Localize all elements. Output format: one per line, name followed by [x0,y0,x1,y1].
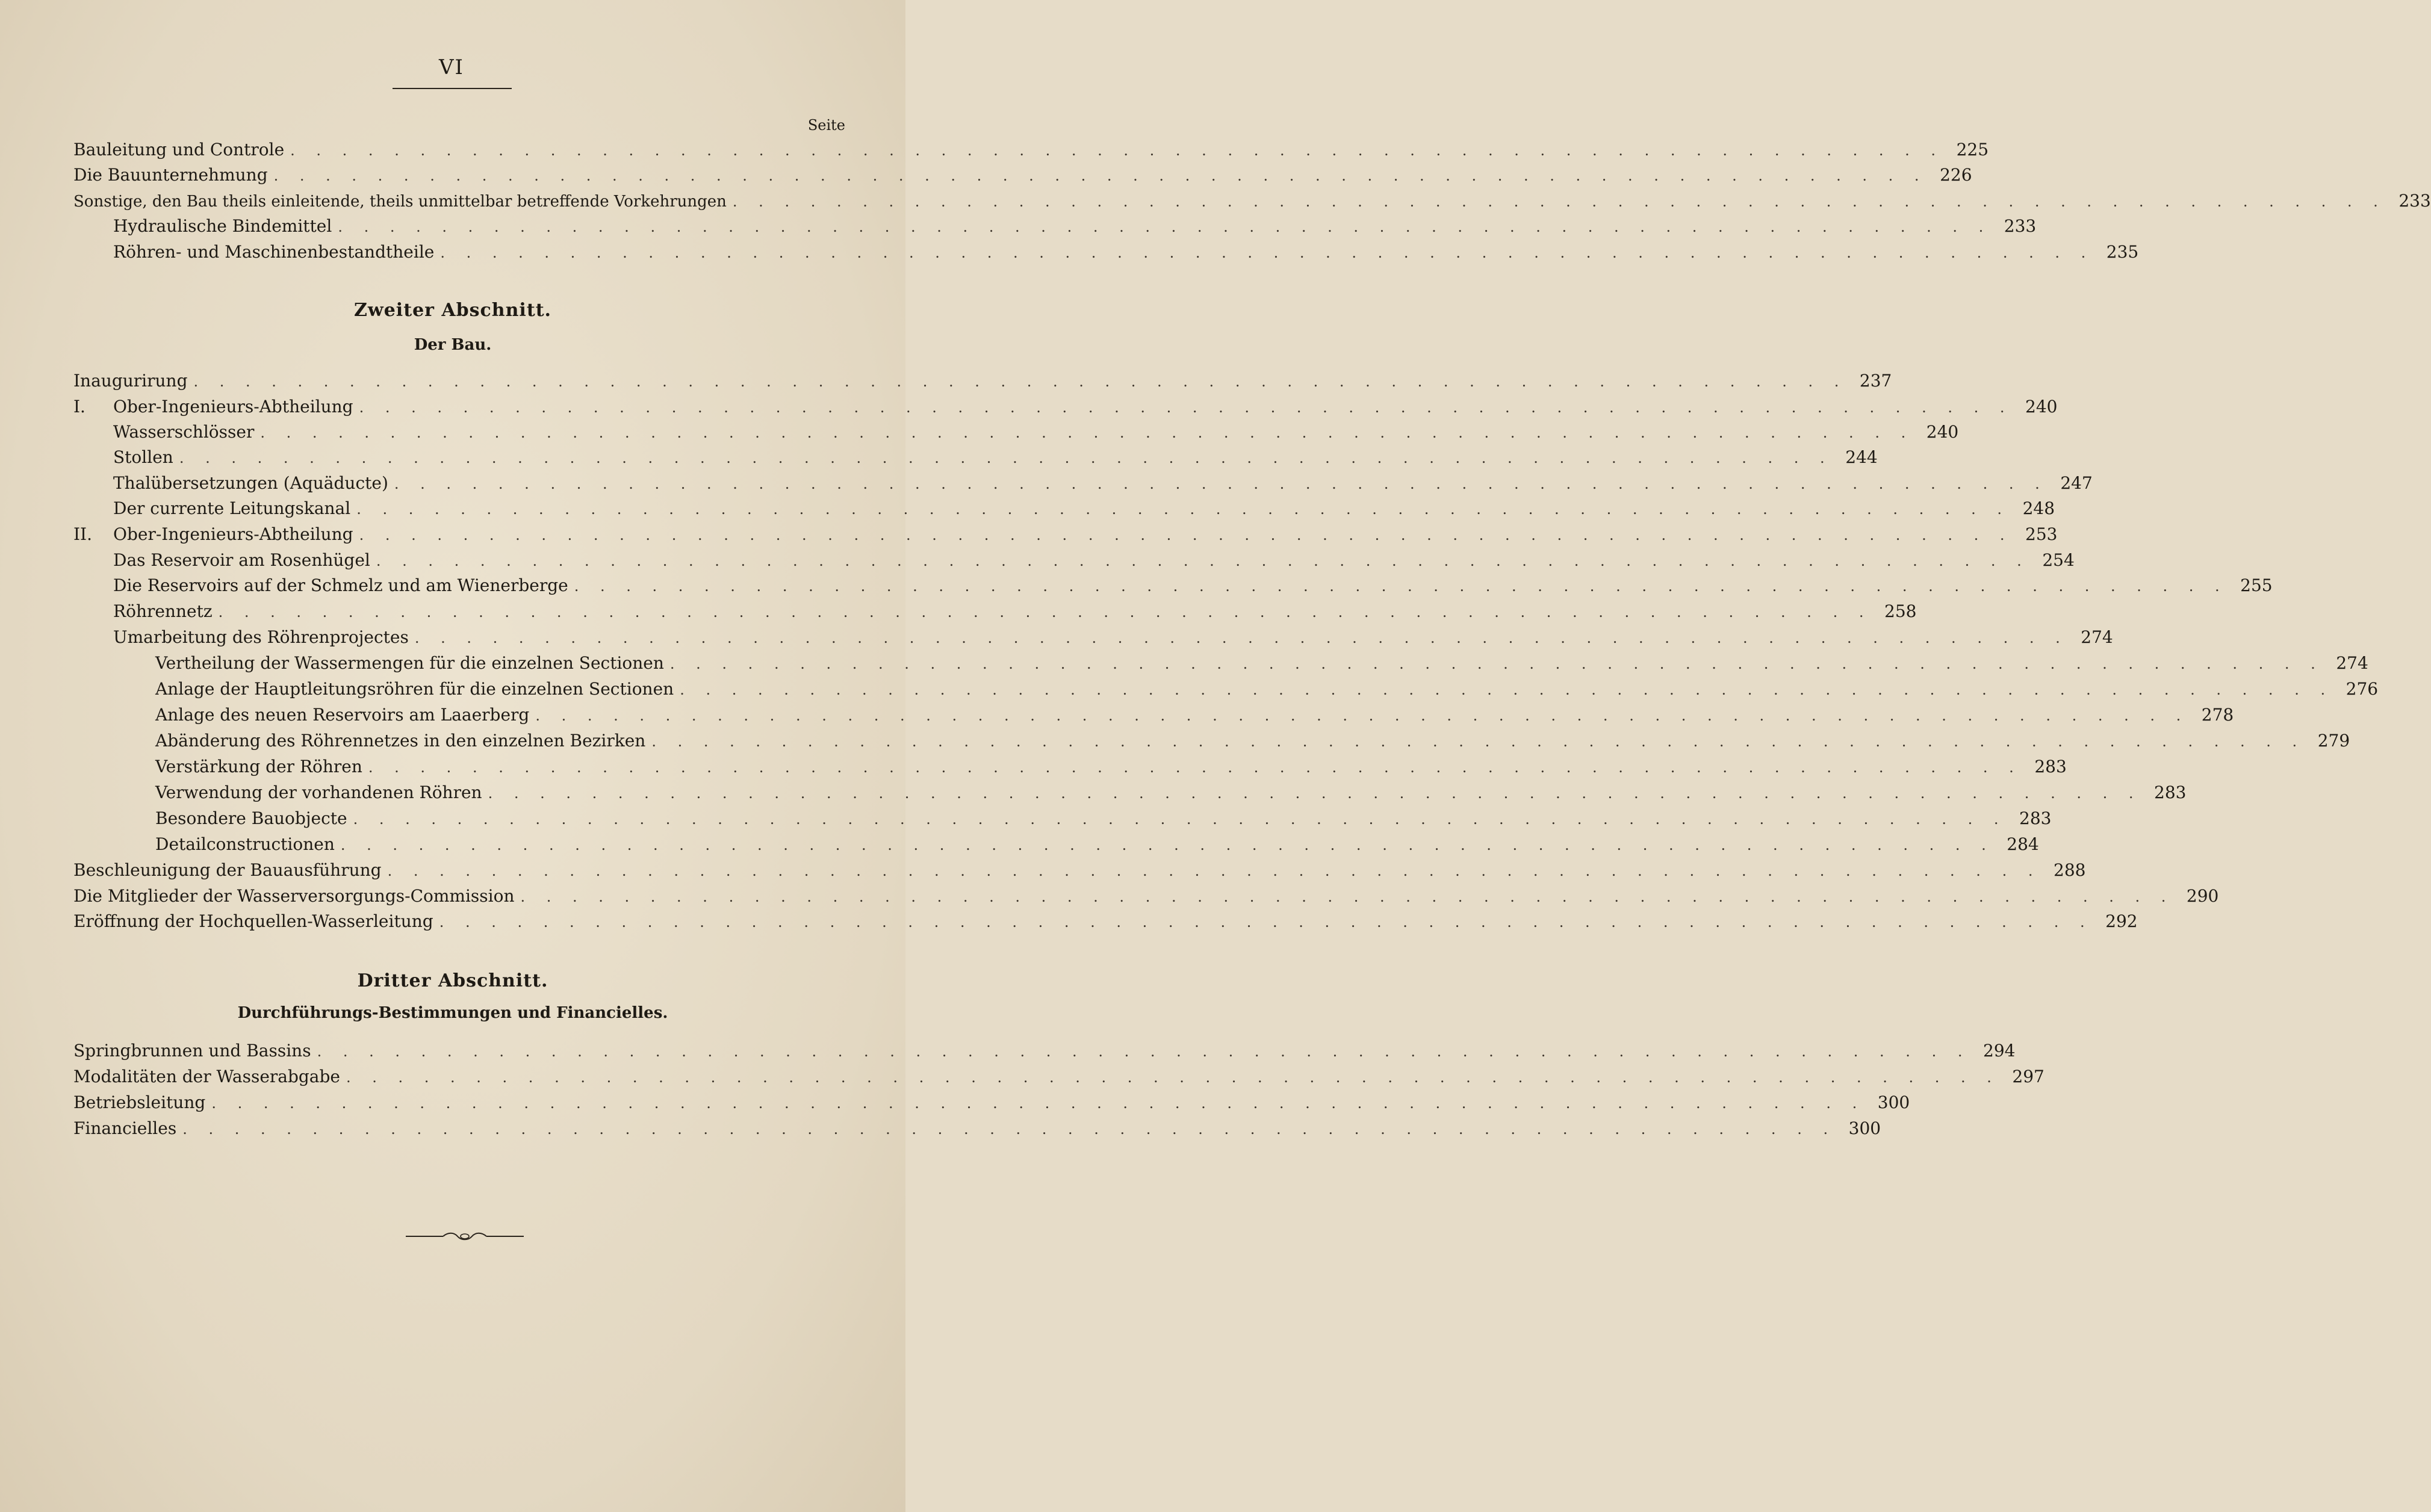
dot-leader: . . . . . . . . . . . . . . . . . . . . . . . . . . . . . . . . . . . . . . . . . . . . . . . . . . . . . . . . . . . . . . . . [574,578,2228,595]
toc-page: 288 [2054,860,2086,880]
toc-entry [0,1116,1881,1141]
toc-page: 233 [2398,191,2431,211]
toc-entry [0,368,1892,394]
toc-page: 226 [1940,165,1972,185]
toc-entry [0,496,2055,521]
toc-page: 258 [1884,601,1917,621]
dot-leader: . . . . . . . . . . . . . . . . . . . . . . . . . . . . . . . . . . . . . . . . . . . . . . . . . . . . . . . . . . . . . . . . [211,1095,1866,1112]
toc-page: 300 [1877,1092,1910,1112]
toc-title [73,394,353,420]
toc-title: Anlage der Hauptleitungsröhren für die einzelnen Sectionen [155,679,674,699]
dot-leader: . . . . . . . . . . . . . . . . . . . . . . . . . . . . . . . . . . . . . . . . . . . . . . . . . . . . . . . . . . . . . . . . [359,399,2013,416]
toc-title: Die Bauunternehmung [73,165,268,185]
toc-entry [0,471,2093,496]
toc-entry [0,163,1972,188]
dot-leader: . . . . . . . . . . . . . . . . . . . . . . . . . . . . . . . . . . . . . . . . . . . . . . . . . . . . . . . . . . . . . . . . [260,424,1914,441]
toc-entry [0,573,2273,598]
toc-title: Besondere Bauobjecte [155,808,347,828]
toc-entry [0,780,2187,805]
page-number: VI [439,55,464,79]
toc-page: 225 [1956,140,1989,160]
toc-title: Inaugurirung [73,371,188,391]
seite-label: Seite [807,117,845,134]
dot-leader: . . . . . . . . . . . . . . . . . . . . . . . . . . . . . . . . . . . . . . . . . . . . . . . . . . . . . . . . . . . . . . . . [414,630,2069,646]
toc-page: 276 [2346,679,2379,699]
toc-title: Der currente Leitungskanal [113,498,351,518]
dot-leader: . . . . . . . . . . . . . . . . . . . . . . . . . . . . . . . . . . . . . . . . . . . . . . . . . . . . . . . . . . . . . . . . [193,373,1848,390]
roman-numeral: I. [73,397,85,417]
dot-leader: . . . . . . . . . . . . . . . . . . . . . . . . . . . . . . . . . . . . . . . . . . . . . . . . . . . . . . . . . . . . . . . . [353,811,2007,828]
toc-page: 278 [2201,705,2234,725]
toc-entry [0,1038,2016,1064]
toc-entry [0,394,2058,420]
toc-title: Eröffnung der Hochquellen-Wasserleitung [73,911,433,931]
dot-leader: . . . . . . . . . . . . . . . . . . . . . . . . . . . . . . . . . . . . . . . . . . . . . . . . . . . . . . . . . . . . . . . . [356,501,2011,518]
toc-page: 284 [2007,834,2039,854]
toc-title: Sonstige, den Bau theils einleitende, theils unmittelbar betreffende Vorkehrungen [73,193,727,211]
dot-leader: . . . . . . . . . . . . . . . . . . . . . . . . . . . . . . . . . . . . . . . . . . . . . . . . . . . . . . . . . . . . . . . . [520,888,2175,905]
toc-title [73,522,353,547]
section-subheading: Durchführungs-Bestimmungen und Financielles. [237,1004,668,1022]
toc-title: Bauleitung und Controle [73,140,285,160]
toc-title-text: Ober-Ingenieurs-Abtheilung [113,397,353,417]
dot-leader: . . . . . . . . . . . . . . . . . . . . . . . . . . . . . . . . . . . . . . . . . . . . . . . . . . . . . . . . . . . . . . . . [394,476,2048,492]
toc-entry [0,754,2067,779]
toc-page: 283 [2034,757,2067,776]
toc-title: Röhren- und Maschinenbestandtheile [113,242,435,262]
toc-title: Financielles [73,1118,177,1138]
section-heading: Zweiter Abschnitt. [354,300,551,321]
dot-leader: . . . . . . . . . . . . . . . . . . . . . . . . . . . . . . . . . . . . . . . . . . . . . . . . . . . . . . . . . . . . . . . . [440,244,2094,261]
toc-entry [0,548,2075,573]
toc-page: 300 [1848,1118,1881,1138]
toc-title: Anlage des neuen Reservoirs am Laaerberg [155,705,530,725]
dot-leader: . . . . . . . . . . . . . . . . . . . . . . . . . . . . . . . . . . . . . . . . . . . . . . . . . . . . . . . . . . . . . . . . [182,1121,1837,1138]
toc-entry [0,445,1878,470]
toc-title: Modalitäten der Wasserabgabe [73,1067,340,1086]
toc-page: 237 [1859,371,1892,391]
toc-entry [0,188,2431,214]
toc-page: 233 [2004,216,2037,236]
dot-leader: . . . . . . . . . . . . . . . . . . . . . . . . . . . . . . . . . . . . . . . . . . . . . . . . . . . . . . . . . . . . . . . . [376,553,2030,569]
dot-leader: . . . . . . . . . . . . . . . . . . . . . . . . . . . . . . . . . . . . . . . . . . . . . . . . . . . . . . . . . . . . . . . . [290,142,1945,159]
toc-title: Vertheilung der Wassermengen für die einzelnen Sectionen [155,653,664,673]
toc-entry [0,420,1959,445]
toc-title: Abänderung des Röhrennetzes in den einzelnen Bezirken [155,731,646,751]
toc-page: 279 [2317,731,2350,751]
toc-page: 255 [2240,575,2273,595]
toc-page: 274 [2081,627,2113,647]
toc-entry [0,240,2139,265]
toc-title: Das Reservoir am Rosenhügel [113,550,370,570]
toc-title-text: Ober-Ingenieurs-Abtheilung [113,524,353,544]
toc-entry [0,832,2039,857]
toc-entry [0,728,2350,754]
dot-leader: . . . . . . . . . . . . . . . . . . . . . . . . . . . . . . . . . . . . . . . . . . . . . . . . . . . . . . . . . . . . . . . . [338,218,1992,235]
toc-page: 292 [2105,911,2138,931]
dot-leader: . . . . . . . . . . . . . . . . . . . . . . . . . . . . . . . . . . . . . . . . . . . . . . . . . . . . . . . . . . . . . . . . [680,681,2334,698]
toc-page: 290 [2186,886,2219,906]
toc-entry [0,702,2234,728]
toc-title: Die Reservoirs auf der Schmelz und am Wienerberge [113,575,568,595]
toc-page: 283 [2154,782,2187,802]
toc-page: 253 [2025,524,2058,544]
toc-entry [0,599,1917,624]
dot-leader: . . . . . . . . . . . . . . . . . . . . . . . . . . . . . . . . . . . . . . . . . . . . . . . . . . . . . . . . . . . . . . . . [179,450,1833,466]
toc-title: Stollen [113,447,173,467]
toc-title: Detailconstructionen [155,834,335,854]
toc-page: 283 [2019,808,2052,828]
toc-page: 254 [2042,550,2075,570]
toc-entry [0,137,1989,163]
dot-leader: . . . . . . . . . . . . . . . . . . . . . . . . . . . . . . . . . . . . . . . . . . . . . . . . . . . . . . . . . . . . . . . . [346,1069,2000,1086]
dot-leader: . . . . . . . . . . . . . . . . . . . . . . . . . . . . . . . . . . . . . . . . . . . . . . . . . . . . . . . . . . . . . . . . [359,527,2013,544]
toc-page: 248 [2022,498,2055,518]
toc-title: Röhrennetz [113,601,213,621]
toc-page: 294 [1983,1041,2016,1061]
toc-page: 235 [2106,242,2139,262]
toc-entry [0,651,2368,676]
dot-leader: . . . . . . . . . . . . . . . . . . . . . . . . . . . . . . . . . . . . . . . . . . . . . . . . . . . . . . . . . . . . . . . . [218,604,1872,621]
dot-leader: . . . . . . . . . . . . . . . . . . . . . . . . . . . . . . . . . . . . . . . . . . . . . . . . . . . . . . . . . . . . . . . . [439,914,2093,931]
toc-page: 240 [1926,422,1959,442]
toc-page: 274 [2336,653,2368,673]
toc-title: Die Mitglieder der Wasserversorgungs-Commission [73,886,515,906]
section-heading: Dritter Abschnitt. [357,970,548,991]
toc-page: 240 [2025,397,2058,417]
dot-leader: . . . . . . . . . . . . . . . . . . . . . . . . . . . . . . . . . . . . . . . . . . . . . . . . . . . . . . . . . . . . . . . . [340,837,1995,854]
dot-leader: . . . . . . . . . . . . . . . . . . . . . . . . . . . . . . . . . . . . . . . . . . . . . . . . . . . . . . . . . . . . . . . . [273,167,1928,184]
dot-leader: . . . . . . . . . . . . . . . . . . . . . . . . . . . . . . . . . . . . . . . . . . . . . . . . . . . . . . . . . . . . . . . . [488,785,2142,802]
toc-title: Springbrunnen und Bassins [73,1041,311,1061]
toc-title: Verwendung der vorhandenen Röhren [155,782,482,802]
toc-entry [0,214,2037,239]
end-ornament-icon [406,1229,524,1244]
toc-page: 297 [2012,1067,2044,1086]
section-subheading: Der Bau. [414,336,492,354]
toc-page: 244 [1845,447,1878,467]
toc-entry [0,1064,2044,1089]
toc-title: Thalübersetzungen (Aquäducte) [113,473,388,493]
toc-title: Verstärkung der Röhren [155,757,362,776]
toc-entry [0,909,2138,934]
dot-leader: . . . . . . . . . . . . . . . . . . . . . . . . . . . . . . . . . . . . . . . . . . . . . . . . . . . . . . . . . . . . . . . . [535,707,2190,724]
dot-leader: . . . . . . . . . . . . . . . . . . . . . . . . . . . . . . . . . . . . . . . . . . . . . . . . . . . . . . . . . . . . . . . . [387,863,2041,879]
toc-entry [0,677,2379,702]
toc-title: Betriebsleitung [73,1092,206,1112]
toc-entry [0,1090,1910,1115]
toc-title: Beschleunigung der Bauausführung [73,860,382,880]
toc-title: Umarbeitung des Röhrenprojectes [113,627,409,647]
dot-leader: . . . . . . . . . . . . . . . . . . . . . . . . . . . . . . . . . . . . . . . . . . . . . . . . . . . . . . . . . . . . . . . . [368,759,2022,776]
toc-entry [0,858,2086,883]
toc-title: Wasserschlösser [113,422,255,442]
roman-numeral: II. [73,524,93,544]
toc-page: 247 [2060,473,2093,493]
dot-leader: . . . . . . . . . . . . . . . . . . . . . . . . . . . . . . . . . . . . . . . . . . . . . . . . . . . . . . . . . . . . . . . . [732,193,2386,210]
dot-leader: . . . . . . . . . . . . . . . . . . . . . . . . . . . . . . . . . . . . . . . . . . . . . . . . . . . . . . . . . . . . . . . . [317,1043,1971,1060]
header-rule [393,88,512,89]
toc-entry [0,806,2052,831]
toc-entry [0,522,2058,547]
toc-title: Hydraulische Bindemittel [113,216,332,236]
dot-leader: . . . . . . . . . . . . . . . . . . . . . . . . . . . . . . . . . . . . . . . . . . . . . . . . . . . . . . . . . . . . . . . . [651,733,2306,750]
toc-entry [0,625,2113,650]
toc-entry [0,884,2219,909]
dot-leader: . . . . . . . . . . . . . . . . . . . . . . . . . . . . . . . . . . . . . . . . . . . . . . . . . . . . . . . . . . . . . . . . [669,655,2324,672]
